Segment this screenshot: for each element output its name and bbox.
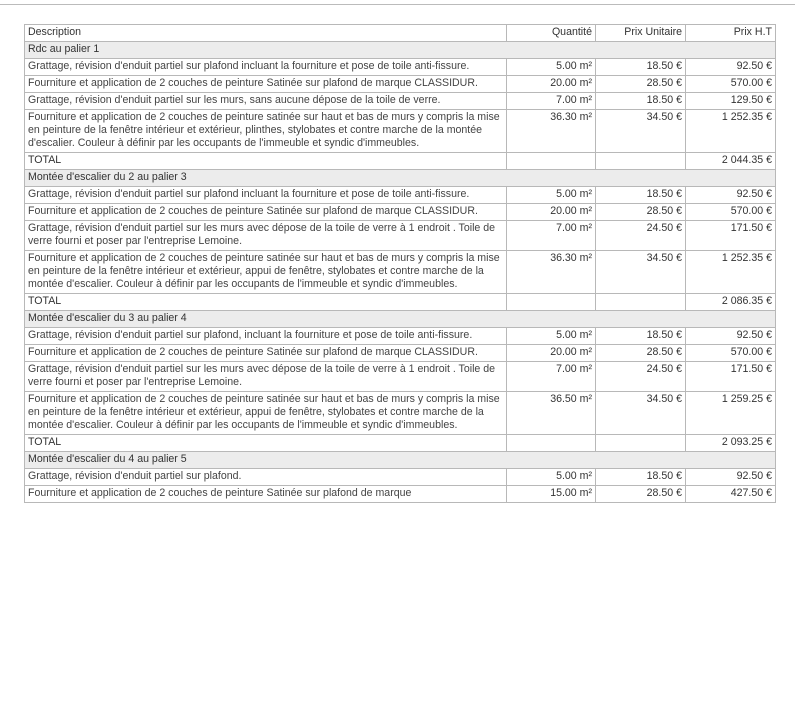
item-unit-price: 18.50 €	[596, 59, 686, 76]
item-total-price: 427.50 €	[686, 486, 776, 503]
table-row	[25, 392, 776, 435]
item-description: Grattage, révision d'enduit partiel sur plafond incluant la fourniture et pose de toile anti-fissure.	[25, 59, 507, 76]
item-description: Grattage, révision d'enduit partiel sur plafond incluant la fourniture et pose de toile anti-fissure.	[25, 187, 507, 204]
table-row	[25, 328, 776, 345]
item-unit-price: 18.50 €	[596, 469, 686, 486]
item-description: Grattage, révision d'enduit partiel sur plafond.	[25, 469, 507, 486]
item-unit-price: 28.50 €	[596, 204, 686, 221]
item-total-price: 570.00 €	[686, 204, 776, 221]
header-row	[25, 25, 776, 42]
item-quantity: 20.00 m²	[507, 204, 596, 221]
item-quantity: 36.50 m²	[507, 392, 596, 435]
item-quantity: 5.00 m²	[507, 469, 596, 486]
item-description: Grattage, révision d'enduit partiel sur les murs avec dépose de la toile de verre à 1 endroit . Toile de verre fourni et poser par l'entreprise Lemoine.	[25, 362, 507, 392]
item-description: Fourniture et application de 2 couches de peinture Satinée sur plafond de marque CLASSIDUR.	[25, 345, 507, 362]
item-description: Fourniture et application de 2 couches de peinture Satinée sur plafond de marque CLASSIDUR.	[25, 204, 507, 221]
section-title: Montée d'escalier du 2 au palier 3	[25, 170, 776, 187]
item-description: Grattage, révision d'enduit partiel sur les murs, sans aucune dépose de la toile de verre.	[25, 93, 507, 110]
col-header-total-price: Prix H.T	[686, 25, 776, 42]
item-quantity: 7.00 m²	[507, 221, 596, 251]
section-total-value: 2 086.35 €	[686, 294, 776, 311]
section-total-value: 2 044.35 €	[686, 153, 776, 170]
section-title: Montée d'escalier du 3 au palier 4	[25, 311, 776, 328]
section-title: Montée d'escalier du 4 au palier 5	[25, 452, 776, 469]
quote-body	[25, 42, 776, 503]
table-row	[25, 93, 776, 110]
col-header-description: Description	[25, 25, 507, 42]
total-row	[25, 153, 776, 170]
item-quantity: 20.00 m²	[507, 345, 596, 362]
item-unit-price: 34.50 €	[596, 110, 686, 153]
table-row	[25, 362, 776, 392]
table-row	[25, 76, 776, 93]
table-row	[25, 204, 776, 221]
item-quantity: 7.00 m²	[507, 362, 596, 392]
empty-cell	[507, 153, 596, 170]
item-total-price: 92.50 €	[686, 59, 776, 76]
item-total-price: 92.50 €	[686, 187, 776, 204]
item-unit-price: 28.50 €	[596, 345, 686, 362]
table-row	[25, 59, 776, 76]
item-description: Fourniture et application de 2 couches de peinture Satinée sur plafond de marque CLASSIDUR.	[25, 76, 507, 93]
item-description: Grattage, révision d'enduit partiel sur plafond, incluant la fourniture et pose de toile anti-fissure.	[25, 328, 507, 345]
item-unit-price: 28.50 €	[596, 486, 686, 503]
item-quantity: 36.30 m²	[507, 110, 596, 153]
section-header	[25, 311, 776, 328]
item-total-price: 1 252.35 €	[686, 110, 776, 153]
table-row	[25, 469, 776, 486]
section-title: Rdc au palier 1	[25, 42, 776, 59]
empty-cell	[596, 294, 686, 311]
item-description: Fourniture et application de 2 couches de peinture satinée sur haut et bas de murs y compris la mise en peinture de la fenêtre intérieur et extérieur, appui de fenêtre, stylobates et contre marche de la montée d'escalier. Couleur à définir par les occupants de l'immeuble et syndic d'immeubles.	[25, 392, 507, 435]
item-description: Fourniture et application de 2 couches de peinture satinée sur haut et bas de murs y compris la mise en peinture de la fenêtre intérieur et extérieur, appui de fenêtre, stylobates et contre marche de la montée d'escalier. Couleur à définir par les occupants de l'immeuble et syndic d'immeubles.	[25, 251, 507, 294]
total-label: TOTAL	[25, 153, 507, 170]
empty-cell	[507, 435, 596, 452]
item-unit-price: 28.50 €	[596, 76, 686, 93]
table-row	[25, 345, 776, 362]
quote-table	[24, 24, 776, 503]
total-label: TOTAL	[25, 435, 507, 452]
quote-page	[24, 24, 775, 503]
item-total-price: 171.50 €	[686, 362, 776, 392]
item-unit-price: 24.50 €	[596, 221, 686, 251]
item-total-price: 1 259.25 €	[686, 392, 776, 435]
item-unit-price: 34.50 €	[596, 251, 686, 294]
item-quantity: 15.00 m²	[507, 486, 596, 503]
item-total-price: 171.50 €	[686, 221, 776, 251]
item-unit-price: 24.50 €	[596, 362, 686, 392]
item-total-price: 1 252.35 €	[686, 251, 776, 294]
total-label: TOTAL	[25, 294, 507, 311]
item-quantity: 20.00 m²	[507, 76, 596, 93]
section-header	[25, 42, 776, 59]
item-quantity: 5.00 m²	[507, 187, 596, 204]
item-total-price: 92.50 €	[686, 469, 776, 486]
item-description: Grattage, révision d'enduit partiel sur les murs avec dépose de la toile de verre à 1 endroit . Toile de verre fourni et poser par l'entreprise Lemoine.	[25, 221, 507, 251]
empty-cell	[507, 294, 596, 311]
table-row	[25, 187, 776, 204]
item-description: Fourniture et application de 2 couches de peinture satinée sur haut et bas de murs y compris la mise en peinture de la fenêtre intérieur et extérieur, plinthes, stylobates et contre marche de la montée d'escalier. Couleur à définir par les occupants de l'immeuble et syndic d'immeubles.	[25, 110, 507, 153]
item-total-price: 570.00 €	[686, 345, 776, 362]
item-quantity: 36.30 m²	[507, 251, 596, 294]
item-total-price: 129.50 €	[686, 93, 776, 110]
item-total-price: 92.50 €	[686, 328, 776, 345]
col-header-unit-price: Prix Unitaire	[596, 25, 686, 42]
table-row	[25, 110, 776, 153]
col-header-quantity: Quantité	[507, 25, 596, 42]
item-quantity: 5.00 m²	[507, 59, 596, 76]
item-quantity: 5.00 m²	[507, 328, 596, 345]
item-unit-price: 18.50 €	[596, 187, 686, 204]
section-header	[25, 170, 776, 187]
item-description: Fourniture et application de 2 couches de peinture Satinée sur plafond de marque	[25, 486, 507, 503]
previous-page-edge	[0, 0, 795, 5]
item-unit-price: 34.50 €	[596, 392, 686, 435]
item-quantity: 7.00 m²	[507, 93, 596, 110]
table-row	[25, 221, 776, 251]
item-unit-price: 18.50 €	[596, 328, 686, 345]
table-row	[25, 251, 776, 294]
item-total-price: 570.00 €	[686, 76, 776, 93]
section-total-value: 2 093.25 €	[686, 435, 776, 452]
section-header	[25, 452, 776, 469]
empty-cell	[596, 435, 686, 452]
total-row	[25, 435, 776, 452]
total-row	[25, 294, 776, 311]
empty-cell	[596, 153, 686, 170]
table-row	[25, 486, 776, 503]
item-unit-price: 18.50 €	[596, 93, 686, 110]
